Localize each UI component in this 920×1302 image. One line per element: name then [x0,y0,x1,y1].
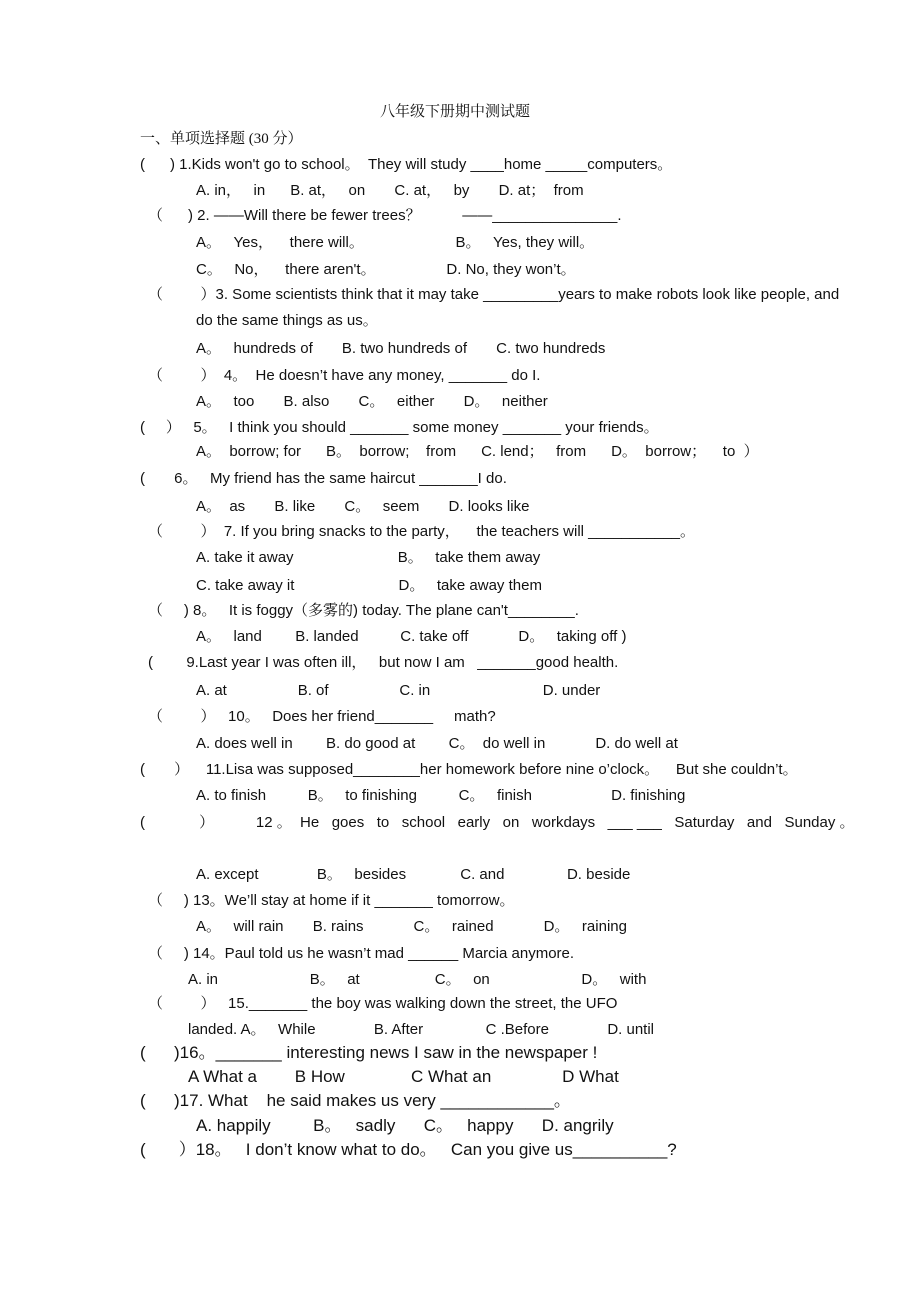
options-2b: C。 No， there aren't。 D. No, they won’t。 [196,261,576,278]
options-17: A. happily B。 sadly C。 happy D. angrily [196,1116,614,1135]
options-8: A。 land B. landed C. take off D。 taking off ) [196,628,627,645]
options-7b: C. take away it D。 take away them [196,577,542,594]
question-12: ( ） 12 。 He goes to school early on workdays ___ ___ Saturday and Sunday 。 [140,814,855,831]
options-7a: A. take it away B。 take them away [196,549,541,566]
options-12: A. except B。 besides C. and D. beside [196,866,631,883]
options-13: A。 will rain B. rains C。 rained D。 raining [196,918,627,935]
question-13: （ ) 13。We’ll stay at home if it _______ tomorrow。 [148,892,515,909]
question-3-cont: do the same things as us。 [196,312,378,329]
options-11: A. to finish B。 to finishing C。 finish D. finishing [196,787,686,804]
options-10: A. does well in B. do good at C。 do well in D. do well at [196,735,678,752]
question-6: ( 6。 My friend has the same haircut _______I do. [140,470,507,487]
question-3: （ ）3. Some scientists think that it may take _________years to make robots look like people, and [148,286,840,303]
question-18: ( ）18。 I don’t know what to do。 Can you give us__________? [140,1140,677,1159]
section-heading: 一、单项选择题 (30 分） [140,131,303,147]
question-15-cont: landed. A。 While B. After C .Before D. until [188,1021,655,1038]
options-4: A。 too B. also C。 either D。 neither [196,393,548,410]
question-2: （ ) 2. ——Will there be fewer trees？ ——_______________. [148,207,622,224]
options-2a: A。 Yes， there will。 B。 Yes, they will。 [196,234,595,251]
page-title: 八年级下册期中测试题 [380,104,531,120]
question-5: ( ） 5。 I think you should _______ some money _______ your friends。 [140,419,659,436]
question-4: （ ） 4。 He doesn’t have any money, _______ do I. [148,367,541,384]
question-15: （ ） 15._______ the boy was walking down the street, the UFO [148,995,618,1012]
options-5: A。 borrow; for B。 borrow; from C. lend； from D。 borrow； to ） [196,443,759,460]
question-9: ( 9.Last year I was often ill， but now I am _______good health. [148,654,619,671]
question-17: ( )17. What he said makes us very ____________。 [140,1091,571,1110]
question-11: ( ） 11.Lisa was supposed________her homework before nine o’clock。 But she couldn’t。 [140,761,798,778]
question-14: （ ) 14。Paul told us he wasn’t mad ______ Marcia anymore. [148,945,575,962]
question-10: （ ） 10。 Does her friend_______ math? [148,708,496,725]
options-14: A. in B。 at C。 on D。 with [188,971,647,988]
options-3: A。 hundreds of B. two hundreds of C. two hundreds [196,340,606,357]
question-16: ( )16。_______ interesting news I saw in the newspaper ! [140,1043,598,1062]
options-9: A. at B. of C. in D. under [196,682,601,699]
question-8: （ ) 8。 It is foggy（多雾的) today. The plane can't________. [148,602,579,619]
question-7: （ ） 7. If you bring snacks to the party， the teachers will ___________。 [148,523,695,540]
options-1: A. in， in B. at， on C. at， by D. at； from [196,182,584,199]
options-6: A。 as B. like C。 seem D. looks like [196,498,530,515]
options-16: A What a B How C What an D What [188,1067,619,1086]
question-1: ( ) 1.Kids won't go to school。 They will study ____home _____computers。 [140,156,673,173]
